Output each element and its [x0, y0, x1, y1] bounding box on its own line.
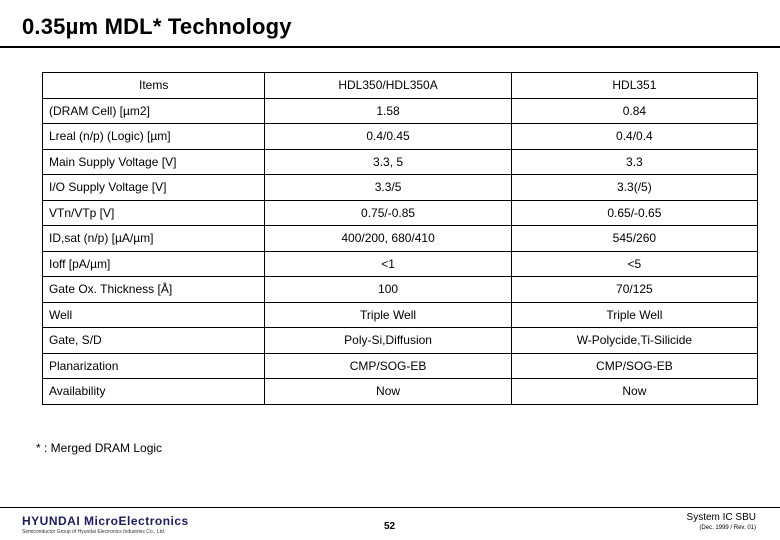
row-hdl350-value: 3.3/5: [265, 175, 511, 201]
slide-title: 0.35µm MDL* Technology: [22, 14, 292, 39]
spec-table: [42, 72, 758, 405]
row-hdl351-value: W-Polycide,Ti-Silicide: [511, 328, 757, 354]
row-item: VTn/VTp [V]: [43, 200, 265, 226]
row-item: (DRAM Cell) [µm2]: [43, 98, 265, 124]
row-item: I/O Supply Voltage [V]: [43, 175, 265, 201]
table-row: [43, 175, 758, 201]
row-hdl350-value: CMP/SOG-EB: [265, 353, 511, 379]
table-row: [43, 251, 758, 277]
row-hdl350-value: 3.3, 5: [265, 149, 511, 175]
row-hdl350-value: 400/200, 680/410: [265, 226, 511, 252]
row-item: ID,sat (n/p) [µA/µm]: [43, 226, 265, 252]
footer-divider: [0, 507, 780, 508]
row-item: Gate, S/D: [43, 328, 265, 354]
row-hdl351-value: <5: [511, 251, 757, 277]
table-row: [43, 226, 758, 252]
table-row: [43, 124, 758, 150]
row-item: Main Supply Voltage [V]: [43, 149, 265, 175]
row-hdl351-value: 545/260: [511, 226, 757, 252]
row-hdl351-value: 70/125: [511, 277, 757, 303]
header-hdl351: HDL351: [511, 73, 757, 99]
table-row: [43, 277, 758, 303]
footer-division-block: [687, 512, 756, 531]
division-name: System IC SBU: [686, 512, 756, 523]
row-item: Planarization: [43, 353, 265, 379]
logo-text: HYUNDAI MicroElectronics: [22, 514, 189, 528]
row-item: Ioff [pA/µm]: [43, 251, 265, 277]
table-row: [43, 353, 758, 379]
row-hdl350-value: <1: [265, 251, 511, 277]
row-item: Lreal (n/p) (Logic) [µm]: [43, 124, 265, 150]
table-row: [43, 379, 758, 405]
revision-date: (Dec. 1999 / Rev. 01): [699, 525, 756, 531]
row-hdl350-value: 100: [265, 277, 511, 303]
company-logo: [22, 514, 189, 535]
header-items: Items: [43, 73, 265, 99]
table-row: [43, 200, 758, 226]
row-item: Availability: [43, 379, 265, 405]
row-item: Well: [43, 302, 265, 328]
row-hdl351-value: CMP/SOG-EB: [511, 353, 757, 379]
header-hdl350: HDL350/HDL350A: [265, 73, 511, 99]
table-row: [43, 302, 758, 328]
row-hdl351-value: 0.65/-0.65: [511, 200, 757, 226]
row-hdl351-value: 3.3: [511, 149, 757, 175]
table-header-row: [43, 73, 758, 99]
table-row: [43, 328, 758, 354]
row-hdl351-value: 0.4/0.4: [511, 124, 757, 150]
row-hdl351-value: 3.3(/5): [511, 175, 757, 201]
row-hdl351-value: Triple Well: [511, 302, 757, 328]
table-row: [43, 149, 758, 175]
row-hdl350-value: 0.75/-0.85: [265, 200, 511, 226]
title-divider: [0, 46, 780, 48]
row-hdl350-value: Triple Well: [265, 302, 511, 328]
row-hdl350-value: 0.4/0.45: [265, 124, 511, 150]
row-hdl350-value: Poly-Si,Diffusion: [265, 328, 511, 354]
row-hdl351-value: Now: [511, 379, 757, 405]
logo-subtext: Semiconductor Group of Hyundai Electronics Industries Co., Ltd.: [22, 529, 166, 535]
footnote: * : Merged DRAM Logic: [36, 441, 163, 455]
row-hdl351-value: 0.84: [511, 98, 757, 124]
row-hdl350-value: 1.58: [265, 98, 511, 124]
row-hdl350-value: Now: [265, 379, 511, 405]
table-row: [43, 98, 758, 124]
page-number: 52: [384, 521, 396, 532]
row-item: Gate Ox. Thickness [Å]: [43, 277, 265, 303]
